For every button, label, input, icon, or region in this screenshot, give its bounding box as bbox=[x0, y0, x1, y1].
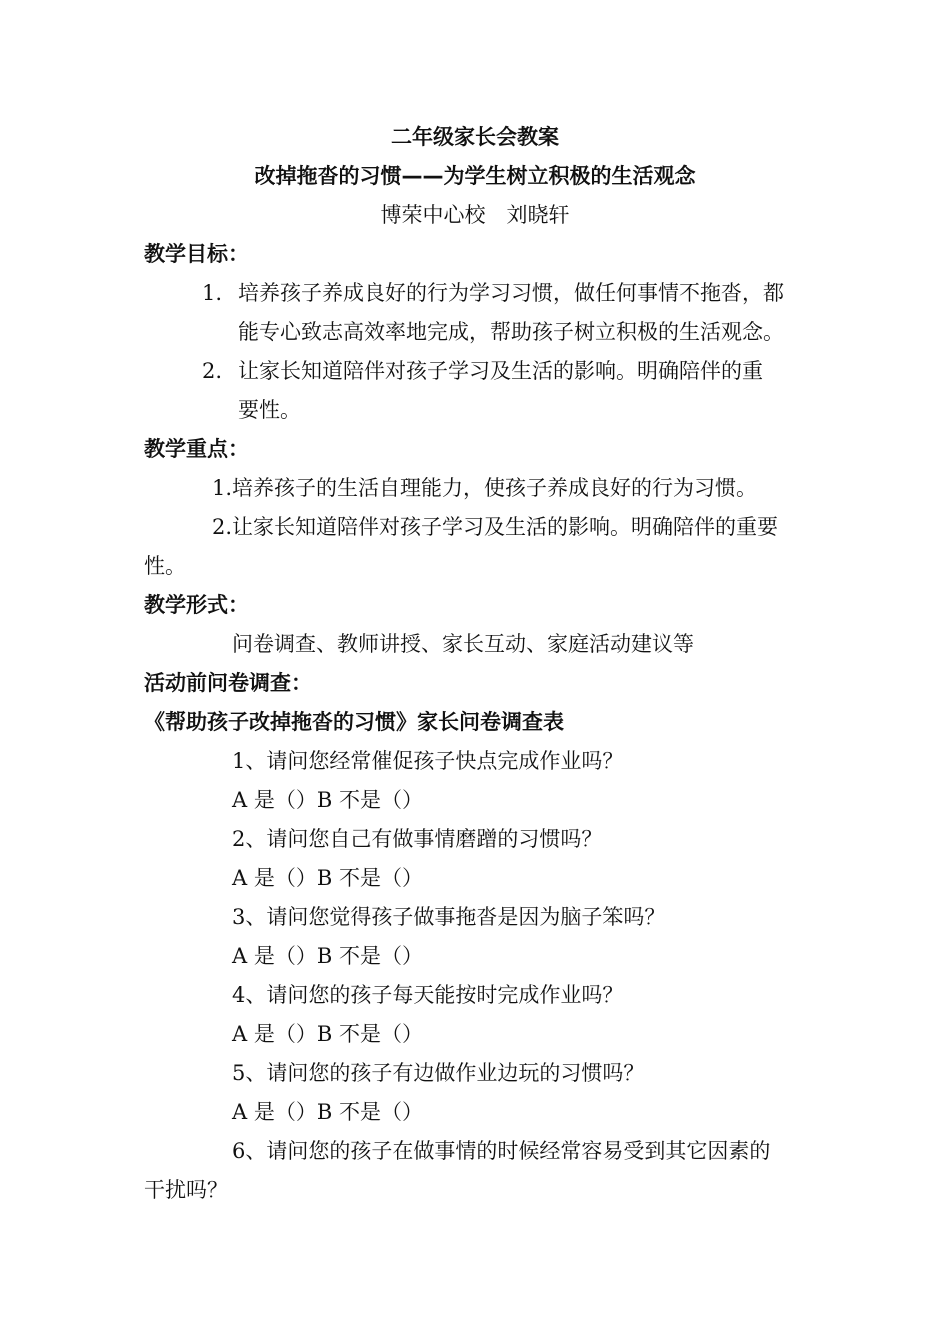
survey-question-2: 2、请问您自己有做事情磨蹭的习惯吗？ bbox=[232, 827, 603, 851]
survey-answer-1: A 是（）B 不是（） bbox=[232, 788, 423, 812]
goals-heading: 教学目标： bbox=[144, 242, 249, 266]
survey-answer-3: A 是（）B 不是（） bbox=[232, 944, 423, 968]
goal-item-2-continued: 要性。 bbox=[238, 398, 301, 422]
survey-answer-4: A 是（）B 不是（） bbox=[232, 1022, 423, 1046]
survey-question-3: 3、请问您觉得孩子做事拖沓是因为脑子笨吗？ bbox=[232, 905, 666, 929]
goal-item-text: 培养孩子养成良好的行为学习习惯，做任何事情不拖沓，都 bbox=[238, 281, 784, 305]
document-author: 博荣中心校 刘晓轩 bbox=[380, 203, 570, 227]
goal-item-1 bbox=[202, 279, 784, 307]
focus-heading: 教学重点： bbox=[144, 437, 249, 461]
focus-item-1: 1.培养孩子的生活自理能力，使孩子养成良好的行为习惯。 bbox=[212, 476, 758, 500]
form-heading: 教学形式： bbox=[144, 593, 249, 617]
survey-answer-2: A 是（）B 不是（） bbox=[232, 866, 423, 890]
survey-question-6: 6、请问您的孩子在做事情的时候经常容易受到其它因素的 bbox=[232, 1139, 771, 1163]
survey-question-6-continued: 干扰吗？ bbox=[144, 1178, 228, 1202]
survey-question-1: 1、请问您经常催促孩子快点完成作业吗？ bbox=[232, 749, 624, 773]
survey-question-4: 4、请问您的孩子每天能按时完成作业吗？ bbox=[232, 983, 624, 1007]
survey-question-5: 5、请问您的孩子有边做作业边玩的习惯吗？ bbox=[232, 1061, 645, 1085]
goal-item-1-continued: 能专心致志高效率地完成，帮助孩子树立积极的生活观念。 bbox=[238, 320, 784, 344]
document-title: 二年级家长会教案 bbox=[391, 125, 559, 149]
goal-item-text: 让家长知道陪伴对孩子学习及生活的影响。明确陪伴的重 bbox=[238, 359, 763, 383]
survey-heading: 活动前问卷调查： bbox=[144, 671, 312, 695]
focus-item-2: 2.让家长知道陪伴对孩子学习及生活的影响。明确陪伴的重要 bbox=[212, 515, 779, 539]
goal-item-number: 2. bbox=[202, 359, 223, 383]
focus-item-2-continued: 性。 bbox=[144, 554, 186, 578]
goal-item-2 bbox=[202, 357, 763, 385]
goal-item-number: 1. bbox=[202, 281, 223, 305]
document-subtitle: 改掉拖沓的习惯——为学生树立积极的生活观念 bbox=[254, 164, 696, 188]
survey-answer-5: A 是（）B 不是（） bbox=[232, 1100, 423, 1124]
survey-title: 《帮助孩子改掉拖沓的习惯》家长问卷调查表 bbox=[144, 710, 564, 734]
form-text: 问卷调查、教师讲授、家长互动、家庭活动建议等 bbox=[232, 632, 694, 656]
